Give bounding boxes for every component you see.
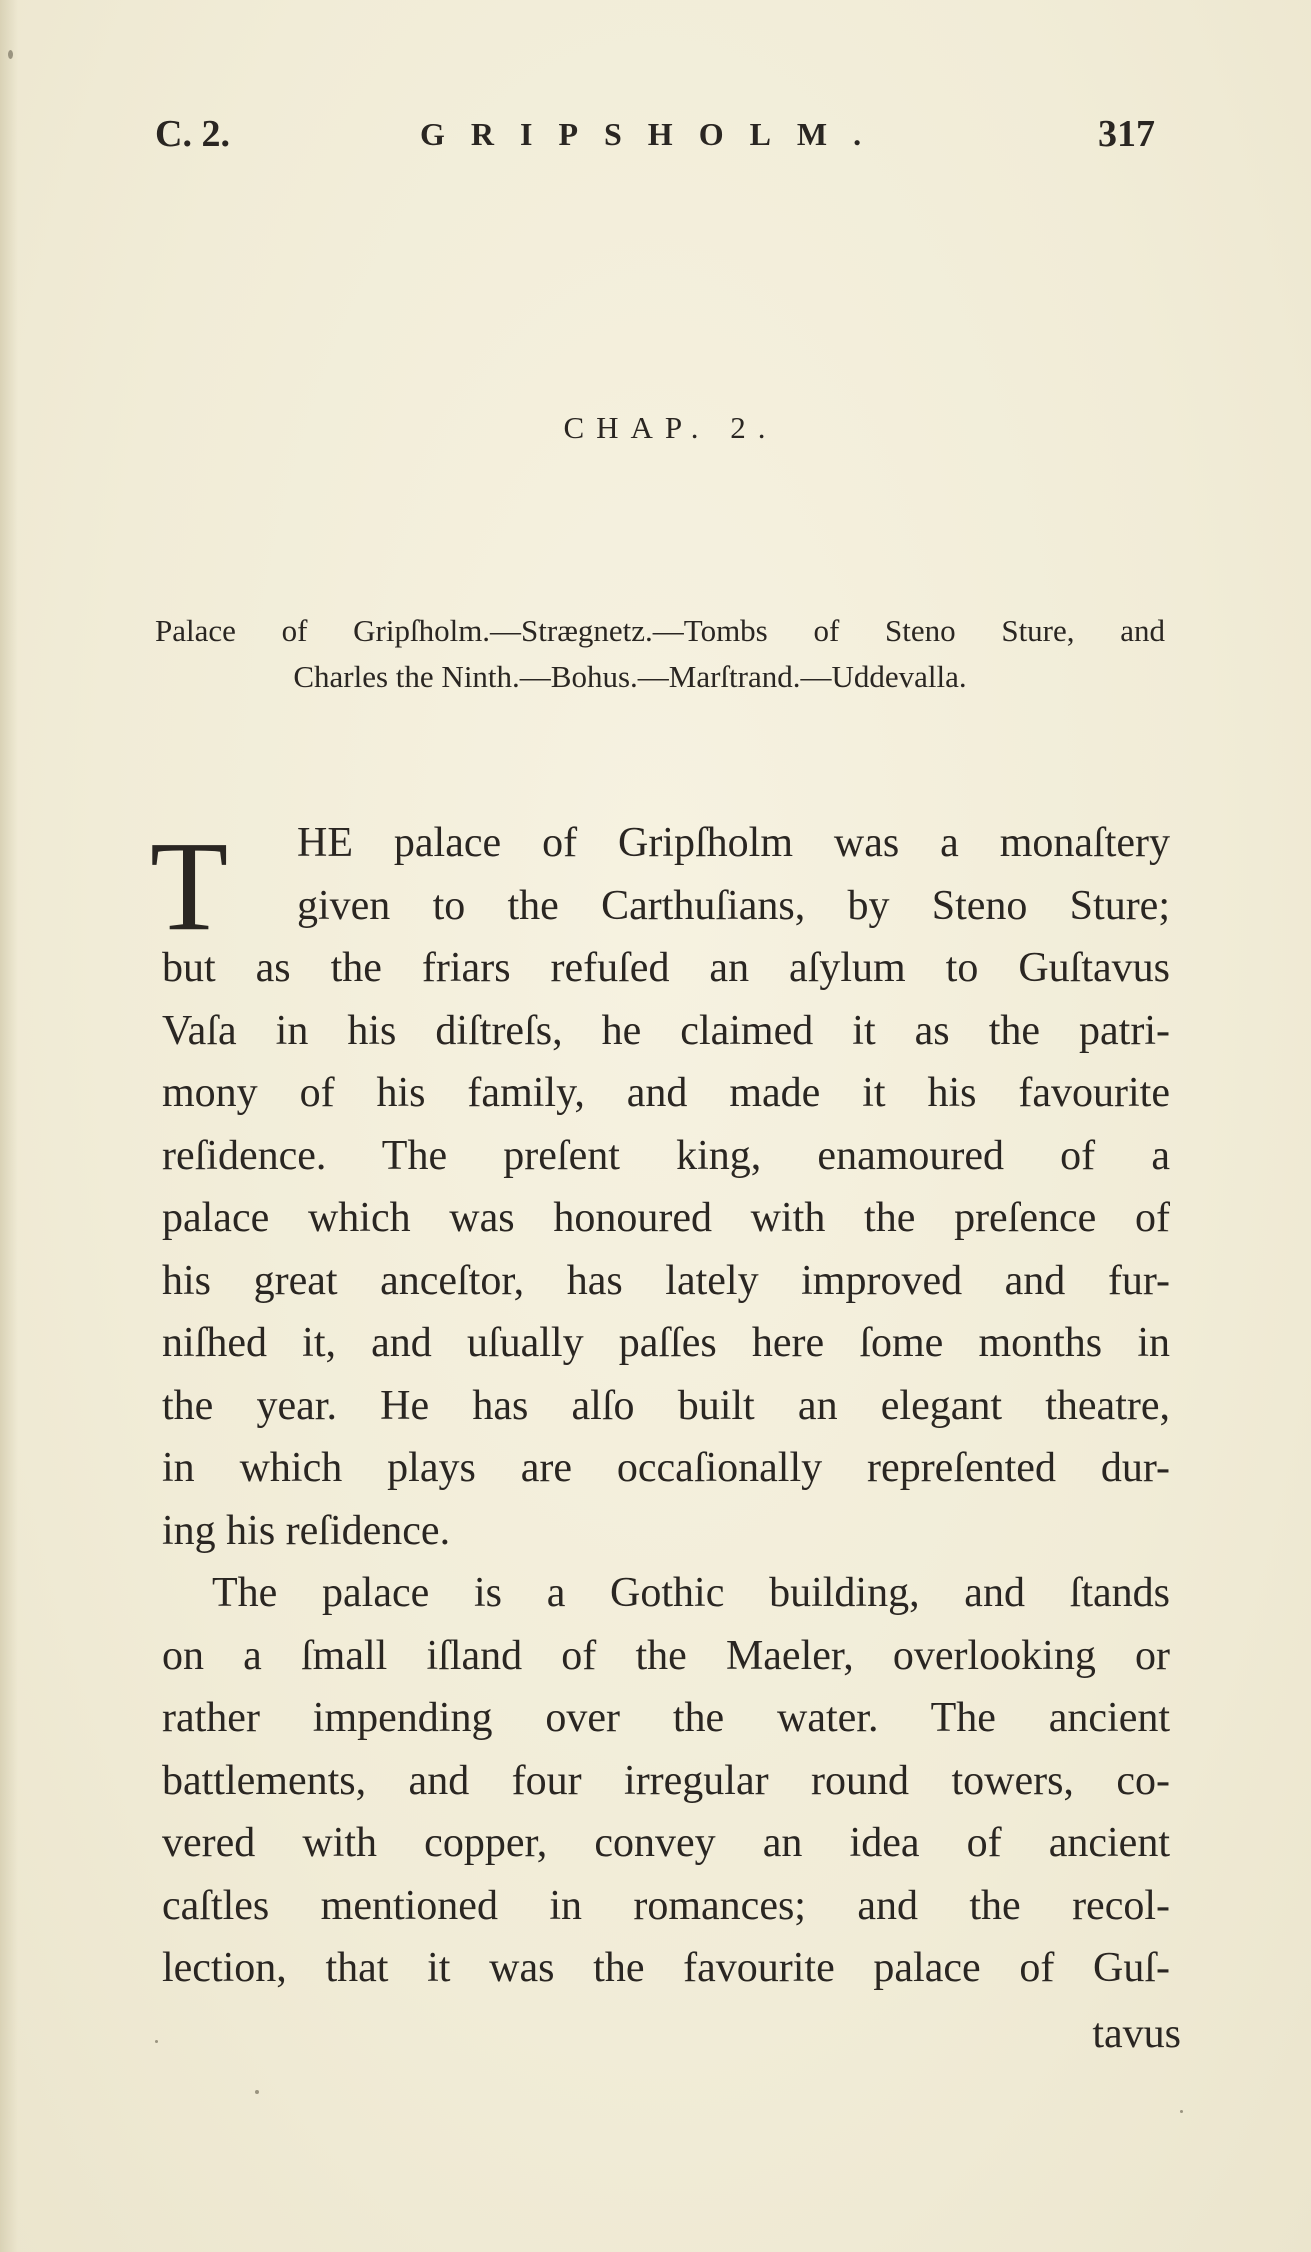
- text-line: his great anceſtor, has lately improved and fur-: [162, 1257, 1170, 1304]
- text-line: rather impending over the water. The ancient: [162, 1695, 1170, 1741]
- text-line: ing his reſidence.: [162, 1507, 451, 1554]
- paper-speck: [1180, 2110, 1183, 2113]
- header-chapter-ref: C. 2.: [155, 113, 230, 155]
- chapter-argument: [155, 608, 1165, 700]
- text-line: niſhed it, and uſually paſſes here ſome months in: [162, 1320, 1170, 1366]
- gutter-shadow: [0, 0, 18, 2252]
- chapter-heading: CHAP. 2.: [563, 410, 778, 445]
- argument-line: Palace of Gripſholm.—Strægnetz.—Tombs of Steno Sture, and: [155, 613, 1165, 648]
- text-line: mony of his family, and made it his favourite: [162, 1070, 1170, 1116]
- text-line: the year. He has alſo built an elegant theatre,: [162, 1382, 1170, 1429]
- paper-speck: [255, 2090, 259, 2094]
- header-title: GRIPSHOLM.: [420, 116, 888, 152]
- drop-cap: T: [150, 815, 229, 957]
- text-line: battlements, and four irregular round towers, co-: [162, 1757, 1170, 1804]
- text-line: vered with copper, convey an idea of ancient: [162, 1820, 1170, 1866]
- body-text: [150, 812, 1170, 2000]
- catchword: tavus: [1092, 2011, 1181, 2057]
- text-line: but as the friars refuſed an aſylum to Guſtavus: [162, 945, 1170, 991]
- paper-speck: [8, 50, 13, 59]
- text-line: given to the Carthuſians, by Steno Sture;: [297, 882, 1170, 929]
- text-line: in which plays are occaſionally repreſented dur-: [162, 1445, 1170, 1491]
- text-line: The palace is a Gothic building, and ſtands: [212, 1570, 1170, 1616]
- text-line: on a ſmall iſland of the Maeler, overlooking or: [162, 1632, 1170, 1679]
- paper-speck: [155, 2040, 158, 2043]
- text-line: lection, that it was the favourite palace of Guſ-: [162, 1945, 1170, 1991]
- text-line: palace which was honoured with the preſence of: [162, 1195, 1170, 1241]
- text-line: Vaſa in his diſtreſs, he claimed it as the patri-: [162, 1007, 1170, 1054]
- text-line: caſtles mentioned in romances; and the recol-: [162, 1882, 1170, 1929]
- argument-line: Charles the Ninth.—Bohus.—Marſtrand.—Uddevalla.: [293, 659, 967, 694]
- text-line: HE palace of Gripſholm was a monaſtery: [297, 820, 1170, 866]
- text-line: reſidence. The preſent king, enamoured of a: [162, 1132, 1170, 1179]
- running-header: [155, 112, 1155, 162]
- page-number: 317: [1098, 113, 1155, 155]
